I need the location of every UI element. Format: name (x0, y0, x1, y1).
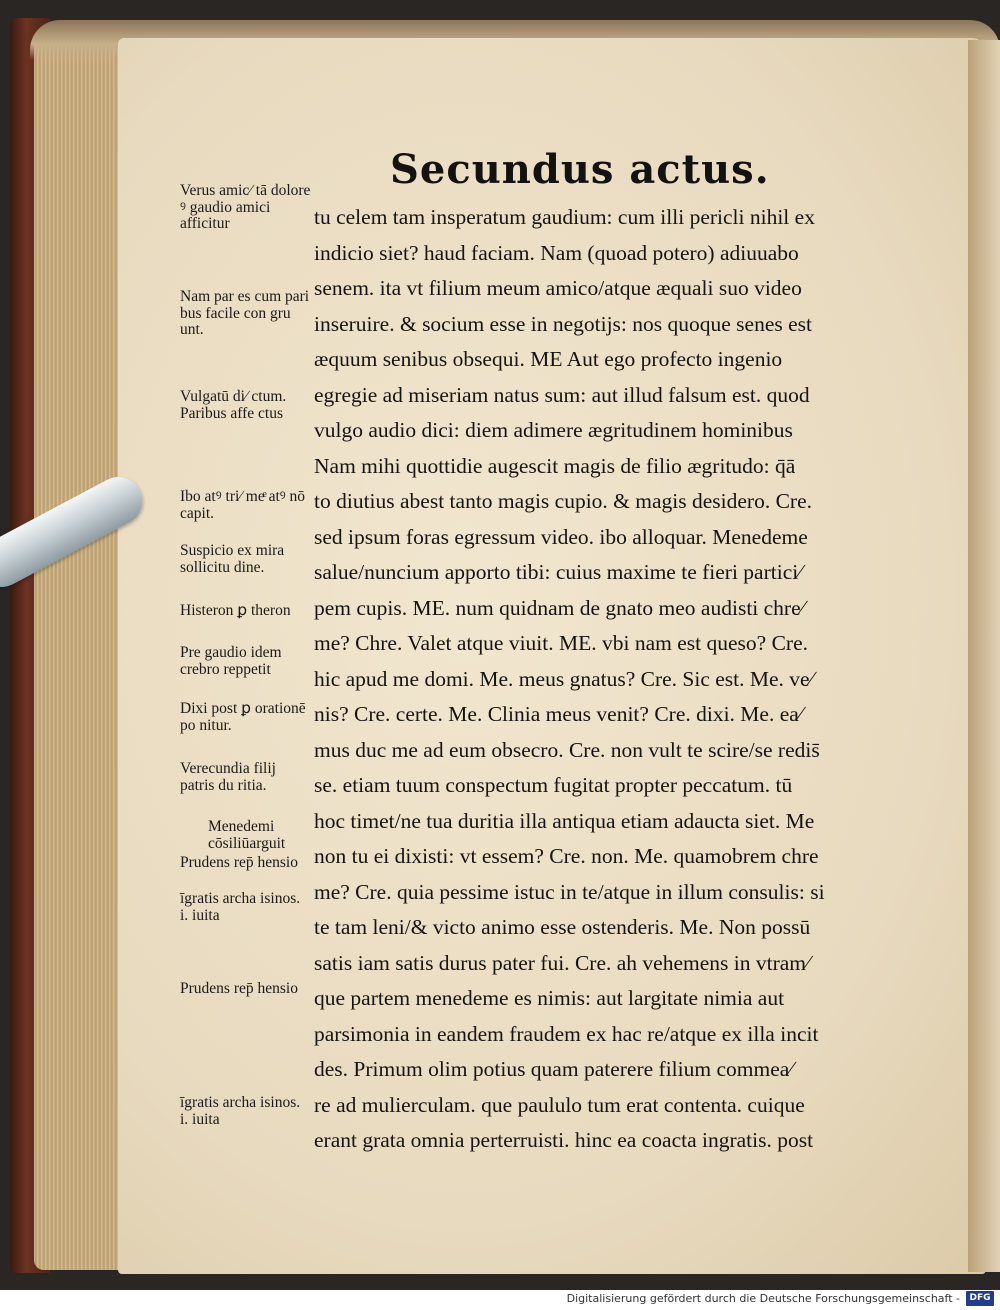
text-line: me? Cre. quia pessime istuc in te/atque in illum consulis: si (314, 879, 825, 904)
text-line: senem. ita vt filium meum amico/atque æquali suo video (314, 276, 802, 300)
margin-note: Prudens rep̄ hensio (180, 854, 298, 871)
text-line: me? Chre. Valet atque viuit. ME. vbi nam est queso? Cre. (314, 631, 808, 655)
text-line: inseruire. & socium esse in negotijs: nos quoque senes est (314, 311, 813, 336)
text-line: que partem menedeme es nimis: aut largitate nimia aut (314, 986, 785, 1010)
text-line: erant grata omnia perterruisti. hinc ea coacta ingratis. post (314, 1128, 814, 1152)
text-line: re ad mulierculam. que paululo tum erat contenta. cuique (314, 1092, 805, 1117)
margin-note: Histeron ꝑ theron (180, 602, 291, 619)
text-line: non tu ei dixisti: vt essem? Cre. non. Me. quamobrem chre (314, 844, 819, 868)
margin-note: Verus amic∕ tā dolore ꝰ gaudio amici afficitur (180, 182, 311, 232)
margin-note: īgratis archa isinos. i. iuita (180, 1094, 301, 1128)
text-line: to diutius abest tanto magis cupio. & magis desidero. Cre. (314, 489, 813, 513)
margin-note: Ibo atꝰ tri∕ meͤ atꝰ nō capit. (180, 488, 306, 522)
margin-note: Menedemi cōsiliūarguit (208, 818, 286, 852)
text-line: satis iam satis durus pater fui. Cre. ah vehemens in vtram∕ (314, 950, 810, 975)
text-line: des. Primum olim potius quam paterere filium commea∕ (314, 1057, 793, 1081)
margin-note: Nam par es cum pari bus facile con gru unt. (180, 288, 310, 338)
text-line: sed ipsum foras egressum video. ibo alloquar. Menedeme (314, 524, 808, 549)
dfg-logo: DFG (966, 1291, 994, 1306)
text-line: æquum senibus obsequi. ME Aut ego profecto ingenio (314, 347, 783, 371)
text-line: nis? Cre. certe. Me. Clinia meus venit? Cre. dixi. Me. ea∕ (314, 702, 803, 726)
margin-note: Suspicio ex mira sollicitu dine. (180, 542, 285, 576)
running-title: Secundus actus. (390, 146, 770, 193)
text-line: egregie ad miseriam natus sum: aut illud falsum est. quod (314, 382, 810, 407)
margin-note: Prudens rep̄ hensio (180, 980, 298, 997)
text-line: mus duc me ad eum obsecro. Cre. non vult te scire/se redis̄ (314, 737, 820, 762)
text-line: tu celem tam insperatum gaudium: cum illi pericli nihil ex (314, 205, 815, 229)
page-stack-edge (34, 30, 129, 1270)
margin-note: Verecundia filij patris du ritia. (180, 760, 276, 794)
text-line: salue/nuncium apporto tibi: cuius maxime te fieri partici∕ (314, 560, 802, 584)
main-text-block (314, 200, 904, 1159)
margin-note: īgratis archa isinos. i. iuita (180, 890, 301, 924)
margin-note: Dixi post ꝑ orationē po nitur. (180, 700, 306, 734)
text-line: Nam mihi quottidie augescit magis de filio ægritudo: q̄ā (314, 453, 796, 478)
text-line: te tam leni/& victo animo esse ostenderis. Me. Non possū (314, 915, 811, 939)
text-line: hic apud me domi. Me. meus gnatus? Cre. Sic est. Me. ve∕ (314, 666, 814, 691)
margin-note: Pre gaudio idem crebro reppetit (180, 644, 282, 678)
text-line: se. etiam tuum conspectum fugitat propter peccatum. tū (314, 773, 793, 797)
text-line: indicio siet? haud faciam. Nam (quoad potero) adiuuabo (314, 240, 799, 265)
text-line: pem cupis. ME. num quidnam de gnato meo audisti chre∕ (314, 595, 805, 620)
text-line: parsimonia in eandem fraudem ex hac re/atque ex illa incit (314, 1021, 819, 1046)
footer-bar (0, 1290, 1000, 1310)
text-line: hoc timet/ne tua duritia illa antiqua etiam adaucta siet. Me (314, 808, 815, 833)
digitization-credit: Digitalisierung gefördert durch die Deutsche Forschungsgemeinschaft - (566, 1292, 960, 1305)
margin-note: Vulgatū di∕ ctum. Paribus affe ctus (180, 388, 287, 422)
right-page-fold (968, 40, 1000, 1272)
text-line: vulgo audio dici: diem adimere ægritudinem hominibus (314, 418, 793, 442)
